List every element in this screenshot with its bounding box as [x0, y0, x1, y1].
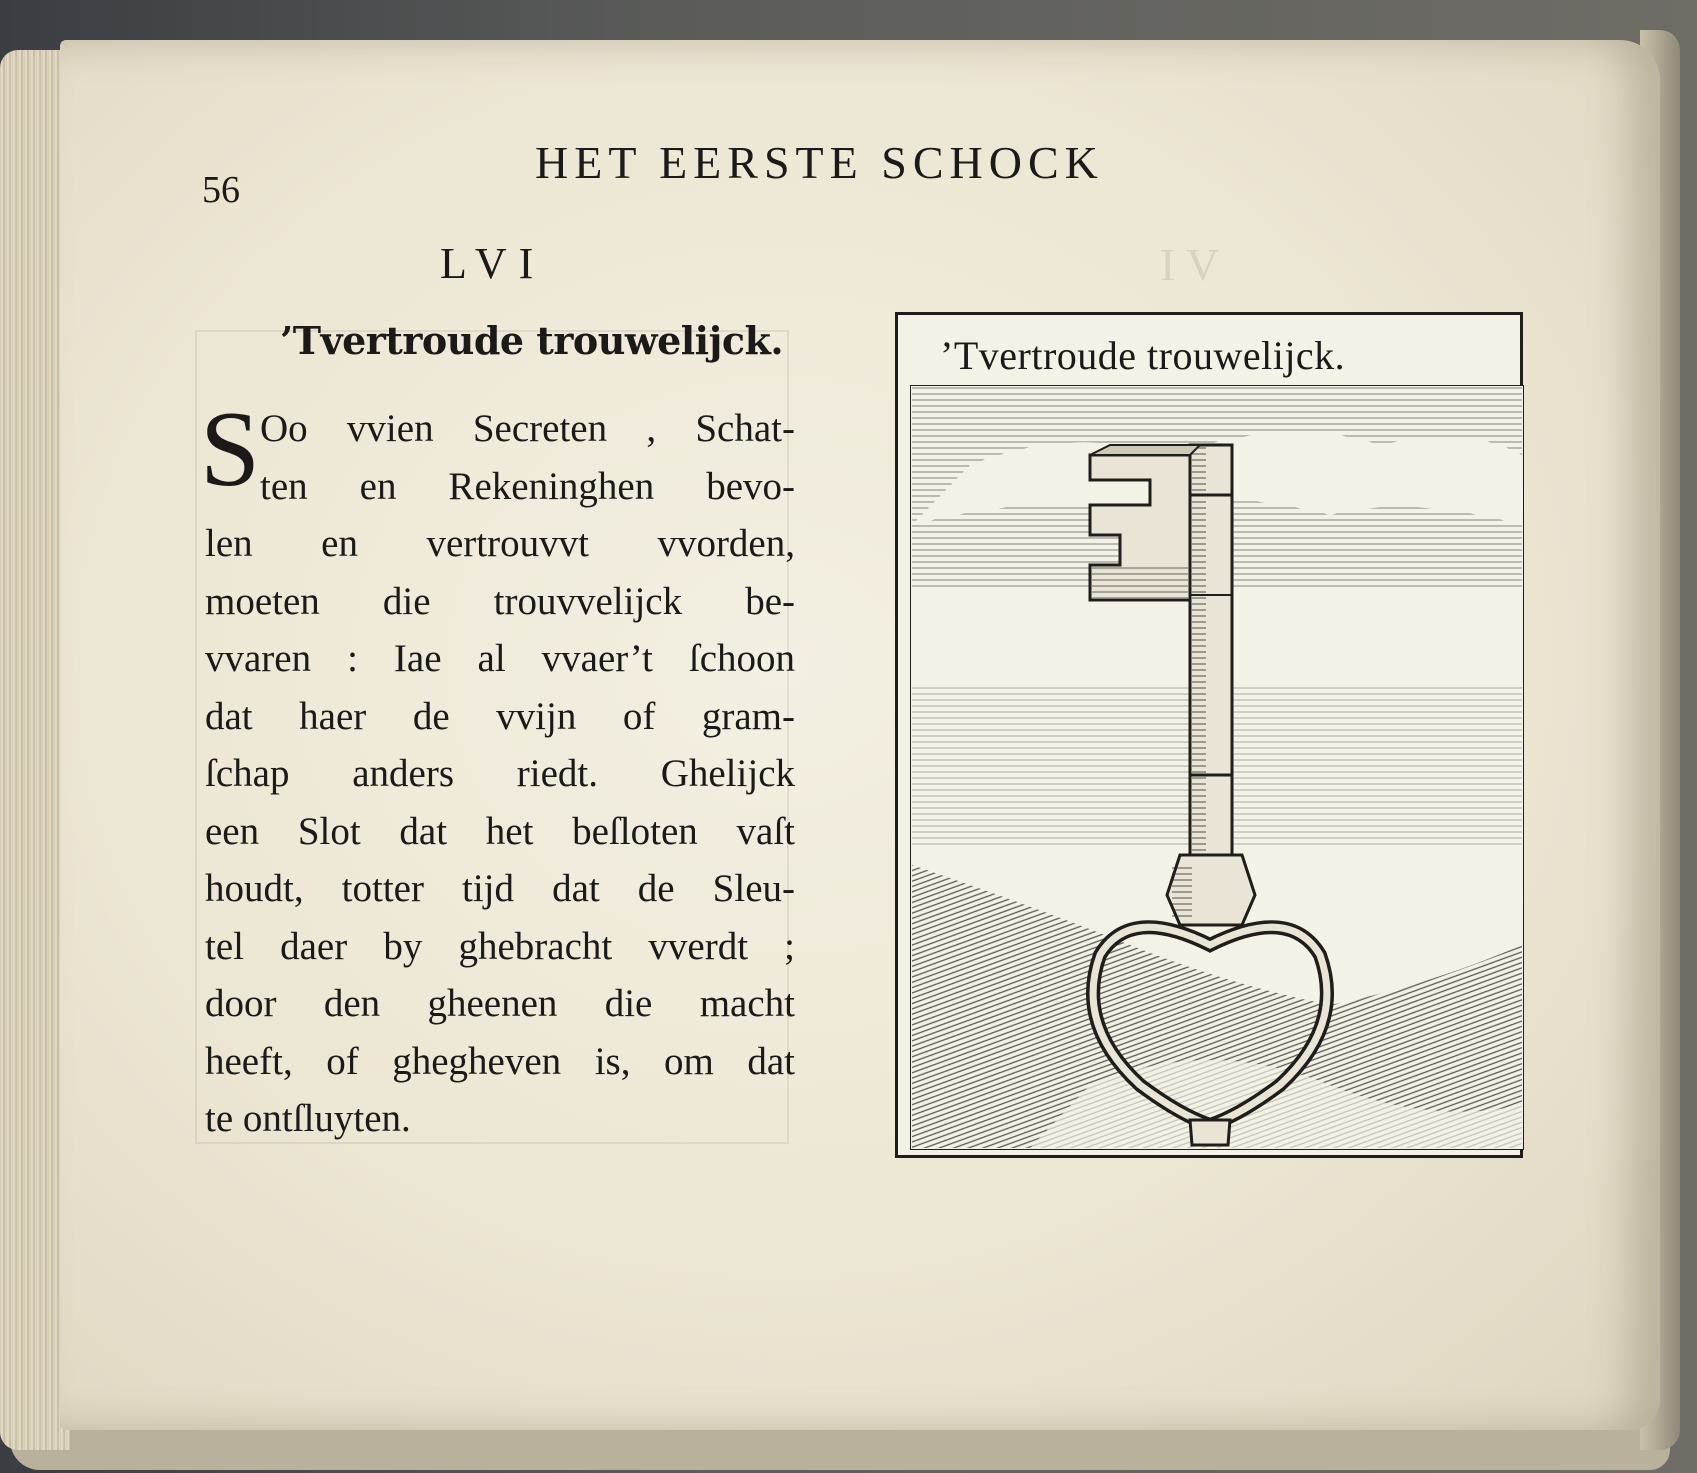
body-line: heeft, of ghegheven is, om dat [205, 1039, 795, 1083]
body-line: een Slot dat het beſloten vaſt [205, 809, 795, 853]
body-line: Oo vvien Secreten , Schat- [260, 407, 795, 450]
motto-heading: ’Tvertroude trouwelijck. [280, 318, 784, 363]
body-line: houdt, totter tijd dat de Sleu- [205, 867, 795, 910]
body-line: ſchap anders riedt. Ghelijck [205, 752, 795, 795]
emblem-number: LVI [440, 239, 546, 288]
body-line: vvaren : Iae al vvaer’t ſchoon [205, 637, 795, 680]
show-through: I V [1160, 239, 1220, 290]
body-line: moeten die trouvvelijck be- [205, 579, 795, 623]
page-number: 56 [202, 169, 240, 211]
drop-cap: S [200, 390, 261, 509]
body-line: te ontſluyten. [205, 1097, 411, 1140]
key-engraving-icon [910, 385, 1524, 1150]
body-line: tel daer by ghebracht vverdt ; [205, 924, 795, 968]
body-line: door den gheenen die macht [205, 982, 795, 1025]
body-text [205, 400, 795, 1148]
emblem-caption: ’Tvertroude trouwelijck. [940, 333, 1346, 378]
body-line: ten en Rekeninghen bevo- [260, 464, 795, 508]
body-line: dat haer de vvijn of gram- [205, 694, 795, 738]
running-head: HET EERSTE SCHOCK [535, 137, 1104, 188]
body-line: len en vertrouvvt vvorden, [205, 522, 795, 565]
